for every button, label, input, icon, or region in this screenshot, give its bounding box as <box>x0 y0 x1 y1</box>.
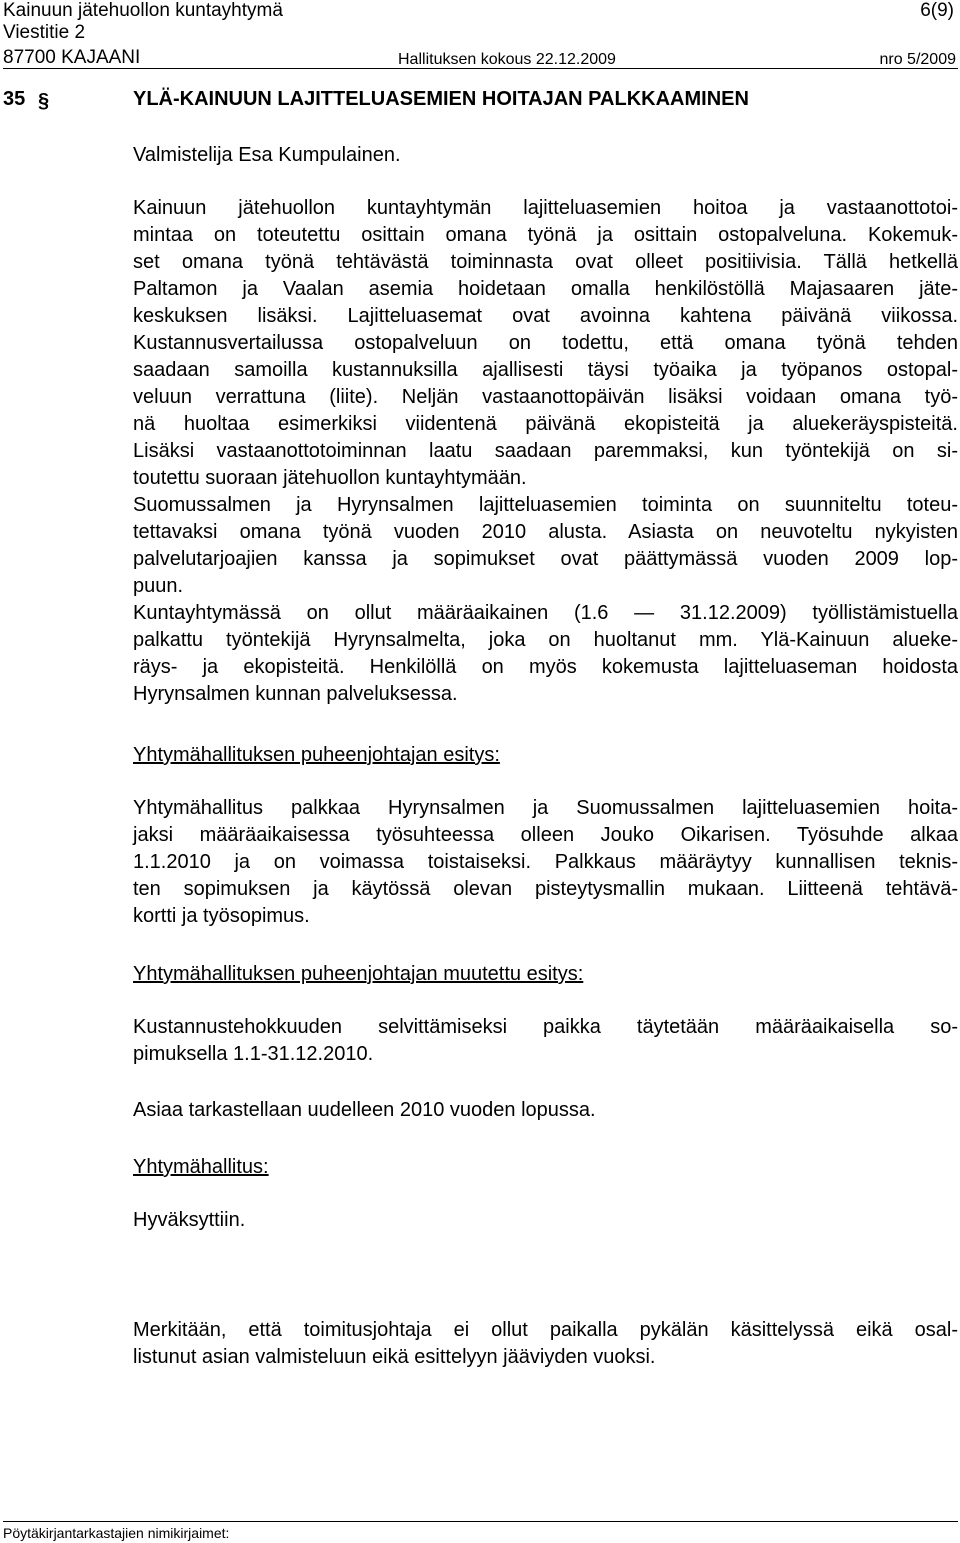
postal-address: 87700 KAJAANI <box>3 47 141 68</box>
preparer-line <box>133 142 958 169</box>
text-line: Lisäksi vastaanottotoiminnan laatu saadaan paremmaksi, kun työntekijä on si- <box>133 440 958 462</box>
text-line: listunut asian valmisteluun eikä esittelyyn jääviyden vuoksi. <box>133 1346 656 1368</box>
footer-divider <box>3 1521 958 1522</box>
text-line: veluun verrattuna (liite). Neljän vastaanottopäivän lisäksi voidaan omana työ- <box>133 386 958 408</box>
text-line: jaksi määräaikaisessa työsuhteessa olleen Jouko Oikarisen. Työsuhde alkaa <box>133 824 958 846</box>
text-line: Paltamon ja Vaalan asemia hoidetaan omalla henkilöstöllä Majasaaren jäte- <box>133 278 958 300</box>
text-line: Kustannustehokkuuden selvittämiseksi paikka täytetään määräaikaisella so- <box>133 1016 958 1038</box>
text-line: Kustannusvertailussa ostopalveluun on todettu, että omana työnä tehden <box>133 332 958 354</box>
text-line: Kainuun jätehuollon kuntayhtymän lajitteluasemien hoitoa ja vastaanottotoi- <box>133 197 958 219</box>
text-line: räys- ja ekopisteitä. Henkilöllä on myös kokemusta lajitteluaseman hoidosta <box>133 656 958 678</box>
text-line: puun. <box>133 575 184 597</box>
text-line: saadaan samoilla kustannuksilla ajallisesti täysi työaika ja työpanos ostopal- <box>133 359 958 381</box>
text-line: palvelutarjoajien kanssa ja sopimukset ovat päättymässä vuoden 2009 lop- <box>133 548 958 570</box>
text-line: Yhtymähallitus palkkaa Hyrynsalmen ja Suomussalmen lajitteluasemien hoita- <box>133 797 958 819</box>
text-line: toutettu suoraan jätehuollon kuntayhtymään. <box>133 467 527 489</box>
text-line: Hyrynsalmen kunnan palveluksessa. <box>133 683 458 705</box>
decision-text: Hyväksyttiin. <box>133 1209 246 1231</box>
decision-paragraph <box>133 1207 958 1234</box>
text-line: Merkitään, että toimitusjohtaja ei ollut paikalla pykälän käsittelyssä eikä osal- <box>133 1319 958 1341</box>
text-line: Suomussalmen ja Hyrynsalmen lajitteluasemien toiminta on suunniteltu toteu- <box>133 494 958 516</box>
proposal-heading: Yhtymähallituksen puheenjohtajan esitys: <box>133 744 500 766</box>
section-title: YLÄ-KAINUUN LAJITTELUASEMIEN HOITAJAN PALKKAAMINEN <box>133 88 749 110</box>
section-sign: § <box>38 90 50 112</box>
review-paragraph <box>133 1097 958 1124</box>
decision-heading-block <box>133 1154 958 1181</box>
meeting-info: Hallituksen kokous 22.12.2009 <box>398 51 616 68</box>
text-line: 1.1.2010 ja on voimassa toistaiseksi. Palkkaus määräytyy kunnallisen teknis- <box>133 851 958 873</box>
amended-paragraph <box>133 1014 958 1068</box>
section-number: 35 <box>3 88 26 110</box>
background-paragraph <box>133 195 958 708</box>
proposal-paragraph <box>133 795 958 930</box>
minutes-number: nro 5/2009 <box>879 51 956 68</box>
proposal-heading-block <box>133 742 958 769</box>
text-line: mintaa on toteutettu osittain omana työnä ja osittain ostopalveluna. Kokemuk- <box>133 224 958 246</box>
text-line: pimuksella 1.1-31.12.2010. <box>133 1043 374 1065</box>
disqualification-note <box>133 1317 958 1371</box>
organization-name: Kainuun jätehuollon kuntayhtymä <box>3 0 283 21</box>
text-line: keskuksen lisäksi. Lajitteluasemat ovat avoinna kahtena päivänä viikossa. <box>133 305 958 327</box>
text-line: ten sopimuksen ja käytössä olevan pisteytysmallin mukaan. Liitteenä tehtävä- <box>133 878 958 900</box>
street-address: Viestitie 2 <box>3 22 86 43</box>
decision-heading: Yhtymähallitus: <box>133 1156 269 1178</box>
text-line: palkattu työntekijä Hyrynsalmelta, joka on huoltanut mm. Ylä-Kainuun alueke- <box>133 629 958 651</box>
text-line: set omana työnä tehtävästä toiminnasta ovat olleet positiivisia. Tällä hetkellä <box>133 251 958 273</box>
amended-proposal-heading: Yhtymähallituksen puheenjohtajan muutettu esitys: <box>133 963 584 985</box>
text-line: Kuntayhtymässä on ollut määräaikainen (1.6 — 31.12.2009) työllistämistuella <box>133 602 958 624</box>
text-line: tettavaksi omana työnä vuoden 2010 alusta. Asiasta on neuvoteltu nykyisten <box>133 521 958 543</box>
amended-heading-block <box>133 961 958 988</box>
preparer-text: Valmistelija Esa Kumpulainen. <box>133 144 401 166</box>
header-divider <box>3 68 958 69</box>
page-number: 6(9) <box>920 0 954 21</box>
text-line: nä huoltaa esimerkiksi viidentenä päivänä ekopisteitä ja aluekeräyspisteitä. <box>133 413 958 435</box>
footer-initials-label: Pöytäkirjantarkastajien nimikirjaimet: <box>3 1525 230 1541</box>
review-text: Asiaa tarkastellaan uudelleen 2010 vuoden lopussa. <box>133 1099 596 1121</box>
text-line: kortti ja työsopimus. <box>133 905 310 927</box>
